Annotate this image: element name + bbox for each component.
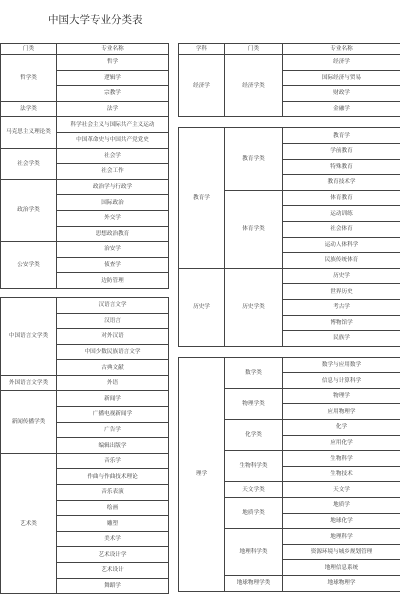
major-cell: 汉语言文学 <box>57 297 169 313</box>
major-cell: 中国革命史与中国共产党党史 <box>57 132 169 148</box>
category-cell: 马克思主义理论类 <box>1 117 57 148</box>
major-cell: 资源环境与城乡规划管理 <box>283 544 400 560</box>
subject-cell: 历史学 <box>179 268 225 346</box>
major-cell: 广告学 <box>57 422 169 438</box>
major-cell: 物理学 <box>283 388 400 404</box>
header-major: 专业名称 <box>283 44 400 55</box>
major-cell: 教育技术学 <box>283 175 400 191</box>
major-cell: 地质学 <box>283 498 400 514</box>
header-row <box>179 44 400 55</box>
major-cell: 艺术设计 <box>57 563 169 579</box>
major-cell: 哲学 <box>57 55 169 71</box>
header-category: 门类 <box>1 44 57 55</box>
major-cell: 考古学 <box>283 299 400 315</box>
major-cell: 边防管理 <box>57 273 169 289</box>
major-cell: 治安学 <box>57 242 169 258</box>
major-cell: 侦查学 <box>57 257 169 273</box>
category-cell: 中国语言文学类 <box>1 297 57 375</box>
category-cell: 新闻传播学类 <box>1 391 57 453</box>
major-cell: 应用物理学 <box>283 404 400 420</box>
major-cell: 应用化学 <box>283 435 400 451</box>
major-cell: 社会工作 <box>57 164 169 180</box>
major-cell: 地理信息系统 <box>283 560 400 576</box>
major-cell: 社会学 <box>57 148 169 164</box>
major-cell: 天文学 <box>283 482 400 498</box>
category-cell: 法学类 <box>1 101 57 117</box>
spacer-row <box>179 346 400 357</box>
category-cell: 体育学类 <box>225 190 283 268</box>
major-cell: 历史学 <box>283 268 400 284</box>
major-cell: 艺术设计学 <box>57 547 169 563</box>
major-cell: 法学 <box>57 101 169 117</box>
major-cell: 信息与计算科学 <box>283 373 400 389</box>
major-cell: 美术学 <box>57 531 169 547</box>
major-cell: 雕塑 <box>57 516 169 532</box>
major-cell: 金融学 <box>283 101 400 117</box>
major-cell: 科学社会主义与国际共产主义运动 <box>57 117 169 133</box>
major-cell: 汉语言 <box>57 313 169 329</box>
major-cell: 逻辑学 <box>57 70 169 86</box>
category-cell: 数学类 <box>225 357 283 388</box>
major-cell: 国际经济与贸易 <box>283 70 400 86</box>
major-cell: 数学与应用数学 <box>283 357 400 373</box>
major-cell: 中国少数民族语言文学 <box>57 344 169 360</box>
category-cell: 生物科学类 <box>225 451 283 482</box>
major-cell: 作曲与作曲技术理论 <box>57 469 169 485</box>
major-cell: 古典文献 <box>57 360 169 376</box>
subject-cell: 理学 <box>179 357 225 591</box>
major-cell: 思想政治教育 <box>57 226 169 242</box>
major-cell: 世界历史 <box>283 284 400 300</box>
major-cell: 宗教学 <box>57 86 169 102</box>
category-cell: 地质学类 <box>225 498 283 529</box>
category-cell: 历史学类 <box>225 268 283 346</box>
category-cell: 地球物理学类 <box>225 576 283 592</box>
major-cell: 地球化学 <box>283 513 400 529</box>
major-cell: 生物科学 <box>283 451 400 467</box>
major-cell: 社会体育 <box>283 221 400 237</box>
major-cell: 特殊教育 <box>283 159 400 175</box>
category-cell: 物理学类 <box>225 388 283 419</box>
header-category: 门类 <box>225 44 283 55</box>
major-cell: 体育教育 <box>283 190 400 206</box>
major-cell: 外交学 <box>57 210 169 226</box>
category-cell: 经济学类 <box>225 55 283 117</box>
major-cell: 编辑出版学 <box>57 438 169 454</box>
right-table <box>178 43 400 592</box>
major-cell: 教育学 <box>283 128 400 144</box>
major-cell: 博物馆学 <box>283 315 400 331</box>
major-cell: 运动训练 <box>283 206 400 222</box>
category-cell: 教育学类 <box>225 128 283 190</box>
spacer-row <box>179 117 400 128</box>
major-cell: 新闻学 <box>57 391 169 407</box>
major-cell: 生物技术 <box>283 466 400 482</box>
header-subject: 学科 <box>179 44 225 55</box>
category-cell: 艺术类 <box>1 453 57 593</box>
major-cell: 广播电视新闻学 <box>57 407 169 423</box>
major-cell: 对外汉语 <box>57 329 169 345</box>
left-table <box>0 43 169 594</box>
category-cell: 哲学类 <box>1 55 57 102</box>
category-cell: 政治学类 <box>1 179 57 241</box>
major-cell: 舞蹈学 <box>57 578 169 594</box>
major-cell: 地理科学 <box>283 529 400 545</box>
category-cell: 天文学类 <box>225 482 283 498</box>
category-cell: 化学类 <box>225 420 283 451</box>
major-cell: 地球物理学 <box>283 576 400 592</box>
major-cell: 音乐学 <box>57 453 169 469</box>
major-cell: 运动人体科学 <box>283 237 400 253</box>
category-cell: 公安学类 <box>1 242 57 289</box>
subject-cell: 教育学 <box>179 128 225 268</box>
major-cell: 政治学与行政学 <box>57 179 169 195</box>
header-row <box>1 44 169 55</box>
major-cell: 绘画 <box>57 500 169 516</box>
major-cell: 化学 <box>283 420 400 436</box>
major-cell: 财政学 <box>283 86 400 102</box>
category-cell: 地理科学类 <box>225 529 283 576</box>
category-cell: 社会学类 <box>1 148 57 179</box>
major-cell: 经济学 <box>283 55 400 71</box>
subject-cell: 经济学 <box>179 55 225 117</box>
major-cell: 国际政治 <box>57 195 169 211</box>
major-cell: 民族传统体育 <box>283 253 400 269</box>
major-cell: 音乐表演 <box>57 485 169 501</box>
page-title: 中国大学专业分类表 <box>48 14 143 26</box>
category-cell: 外国语言文学类 <box>1 375 57 391</box>
major-cell: 民族学 <box>283 331 400 347</box>
header-major: 专业名称 <box>57 44 169 55</box>
major-cell: 学前教育 <box>283 143 400 159</box>
spacer-row <box>1 288 169 297</box>
major-cell: 外语 <box>57 375 169 391</box>
